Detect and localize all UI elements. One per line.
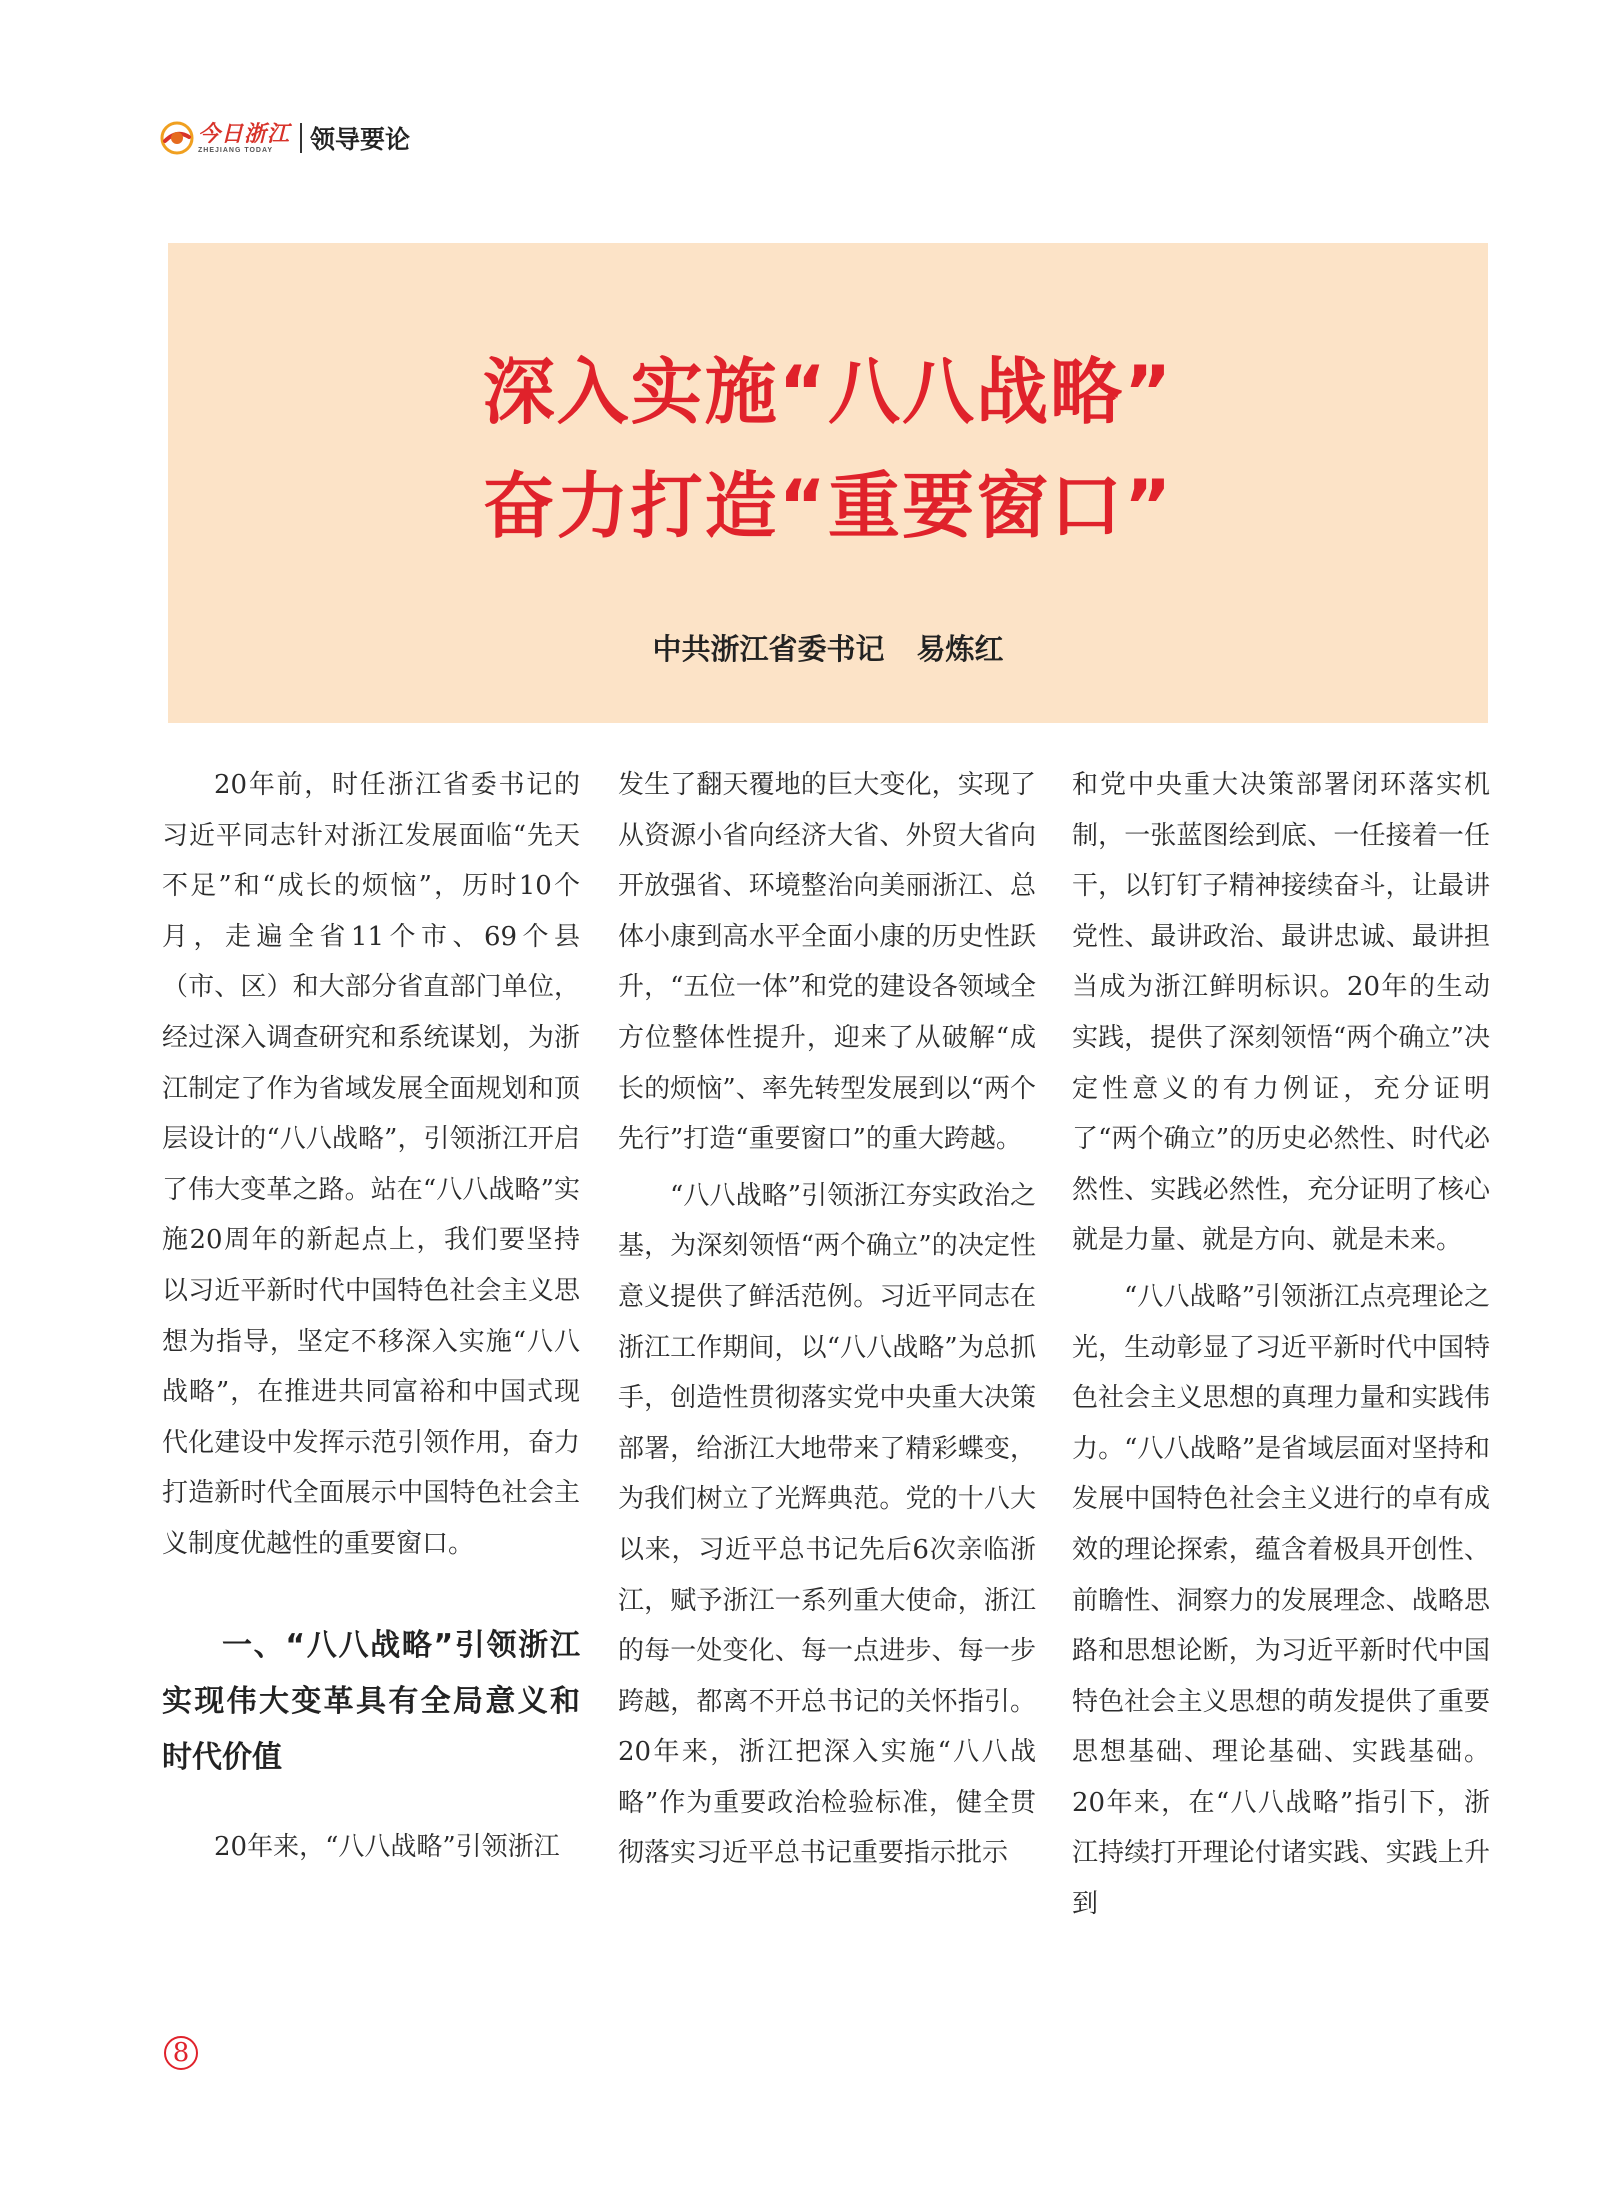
section-heading: 一、“八八战略”引领浙江实现伟大变革具有全局意义和时代价值 [162,1627,580,1775]
author-name: 易炼红 [916,632,1004,666]
title-box [168,243,1488,723]
text-column-1 [162,760,580,1990]
paragraph: 和党中央重大决策部署闭环落实机制，一张蓝图绘到底、一任接着一任干，以钉钉子精神接续奋斗，让最讲党性、最讲政治、最讲忠诚、最讲担当成为浙江鲜明标识。20年的生动实践，提供了深刻领悟“两个确立”决定性意义的有力例证，充分证明了“两个确立”的历史必然性、时代必然性、实践必然性，充分证明了核心就是力量、就是方向、就是未来。 [1072,770,1490,1256]
page-number: 8 [164,2036,198,2070]
author-title: 中共浙江省委书记 [652,632,885,666]
page-header [160,116,410,160]
paragraph: 20年前，时任浙江省委书记的习近平同志针对浙江发展面临“先天不足”和“成长的烦恼”，历时10个月，走遍全省11个市、69个县（市、区）和大部分省直部门单位，经过深入调查研究和系统谋划，为浙江制定了作为省域发展全面规划和顶层设计的“八八战略”，引领浙江开启了伟大变革之路。站在“八八战略”实施20周年的新起点上，我们要坚持以习近平新时代中国特色社会主义思想为指导，坚定不移深入实施“八八战略”，在推进共同富裕和中国式现代化建设中发挥示范引领作用，奋力打造新时代全面展示中国特色社会主义制度优越性的重要窗口。 [162,770,580,1559]
paragraph: 发生了翻天覆地的巨大变化，实现了从资源小省向经济大省、外贸大省向开放强省、环境整治向美丽浙江、总体小康到高水平全面小康的历史性跃升，“五位一体”和党的建设各领域全方位整体性提升，迎来了从破解“成长的烦恼”、率先转型发展到以“两个先行”打造“重要窗口”的重大跨越。 [618,770,1036,1155]
header-divider [300,123,302,153]
paragraph: “八八战略”引领浙江点亮理论之光，生动彰显了习近平新时代中国特色社会主义思想的真理力量和实践伟力。“八八战略”是省域层面对坚持和发展中国特色社会主义进行的卓有成效的理论探索，蕴含着极具开创性、前瞻性、洞察力的发展理念、战略思路和思想论断，为习近平新时代中国特色社会主义思想的萌发提供了重要思想基础、理论基础、实践基础。20年来，在“八八战略”指引下，浙江持续打开理论付诸实践、实践上升到 [1072,1281,1490,1920]
paragraph: 20年来，“八八战略”引领浙江 [214,1831,560,1862]
byline [168,632,1488,666]
logo-english-text: ZHEJIANG TODAY [198,146,274,154]
paragraph: “八八战略”引领浙江夯实政治之基，为深刻领悟“两个确立”的决定性意义提供了鲜活范例。习近平同志在浙江工作期间，以“八八战略”为总抓手，创造性贯彻落实党中央重大决策部署，给浙江大地带来了精彩蝶变，为我们树立了光辉典范。党的十八大以来，习近平总书记先后6次亲临浙江，赋予浙江一系列重大使命，浙江的每一处变化、每一点进步、每一步跨越，都离不开总书记的关怀指引。20年来，浙江把深入实施“八八战略”作为重要政治检验标准，健全贯彻落实习近平总书记重要指示批示 [618,1180,1036,1869]
logo-emblem-icon [160,121,194,155]
logo-chinese-text: 今日浙江 [198,120,291,147]
zhejiang-today-logo [160,121,290,155]
text-column-2 [618,760,1036,1990]
text-column-3 [1072,760,1490,1990]
article-title-line-2: 奋力打造“重要窗口” [482,464,1174,548]
article-title-line-1: 深入实施“八八战略” [482,350,1174,434]
section-name: 领导要论 [310,125,411,154]
